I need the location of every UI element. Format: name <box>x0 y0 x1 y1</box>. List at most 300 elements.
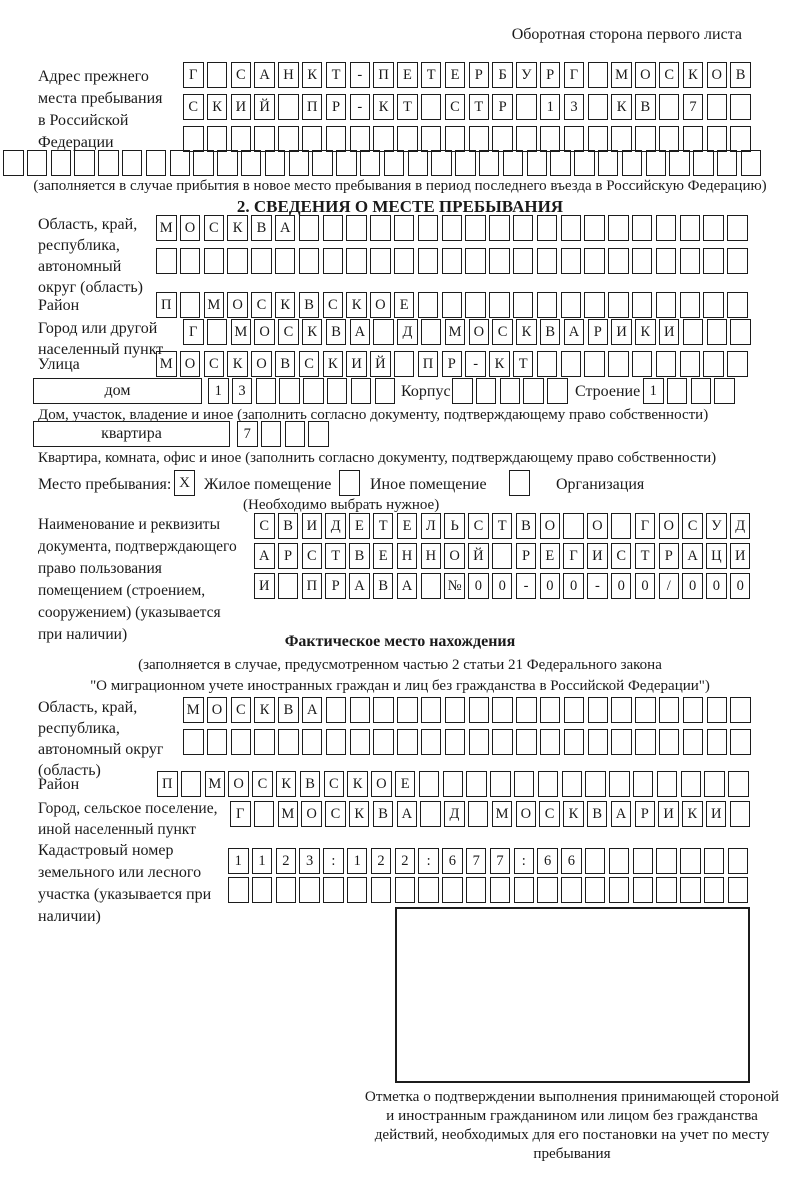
char-cell[interactable]: - <box>350 62 371 88</box>
char-cell[interactable] <box>540 729 561 755</box>
char-cell[interactable]: Р <box>659 543 680 569</box>
char-cell[interactable] <box>278 126 299 152</box>
char-cell[interactable]: С <box>492 319 513 345</box>
char-cell[interactable] <box>445 729 466 755</box>
char-cell[interactable]: - <box>516 573 537 599</box>
char-cell[interactable]: В <box>278 513 299 539</box>
char-cell[interactable]: О <box>254 319 275 345</box>
char-cell[interactable]: Е <box>395 771 416 797</box>
char-cell[interactable] <box>421 697 442 723</box>
char-cell[interactable]: С <box>468 513 489 539</box>
char-cell[interactable]: 1 <box>208 378 229 404</box>
char-cell[interactable]: С <box>251 292 272 318</box>
char-cell[interactable] <box>180 292 201 318</box>
char-cell[interactable] <box>728 877 749 903</box>
char-cell[interactable]: У <box>706 513 727 539</box>
char-cell[interactable] <box>442 248 463 274</box>
char-cell[interactable]: П <box>302 573 323 599</box>
char-cell[interactable]: Т <box>397 94 418 120</box>
char-cell[interactable] <box>469 697 490 723</box>
char-cell[interactable] <box>418 292 439 318</box>
char-cell[interactable]: С <box>204 351 225 377</box>
char-cell[interactable] <box>683 126 704 152</box>
char-cell[interactable] <box>326 729 347 755</box>
char-cell[interactable] <box>261 421 282 447</box>
char-cell[interactable] <box>537 292 558 318</box>
char-cell[interactable] <box>693 150 714 176</box>
char-cell[interactable] <box>564 697 585 723</box>
char-cell[interactable]: Н <box>421 543 442 569</box>
char-cell[interactable] <box>207 126 228 152</box>
char-cell[interactable]: И <box>706 801 727 827</box>
char-cell[interactable] <box>276 877 297 903</box>
char-cell[interactable]: И <box>658 801 679 827</box>
char-cell[interactable] <box>421 729 442 755</box>
char-cell[interactable] <box>302 126 323 152</box>
char-cell[interactable]: М <box>611 62 632 88</box>
char-cell[interactable]: С <box>324 771 345 797</box>
char-cell[interactable] <box>707 126 728 152</box>
char-cell[interactable] <box>657 771 678 797</box>
char-cell[interactable] <box>373 729 394 755</box>
char-cell[interactable]: А <box>302 697 323 723</box>
char-cell[interactable] <box>513 248 534 274</box>
char-cell[interactable]: И <box>346 351 367 377</box>
char-cell[interactable]: Р <box>516 543 537 569</box>
char-cell[interactable]: С <box>325 801 346 827</box>
char-cell[interactable]: С <box>682 513 703 539</box>
char-cell[interactable] <box>98 150 119 176</box>
char-cell[interactable]: Р <box>492 94 513 120</box>
char-cell[interactable] <box>312 150 333 176</box>
char-cell[interactable]: Т <box>635 543 656 569</box>
char-cell[interactable] <box>632 292 653 318</box>
char-cell[interactable]: А <box>611 801 632 827</box>
char-cell[interactable] <box>299 877 320 903</box>
char-cell[interactable] <box>479 150 500 176</box>
char-cell[interactable]: Т <box>469 94 490 120</box>
char-cell[interactable]: 2 <box>395 848 416 874</box>
char-cell[interactable]: : <box>514 848 535 874</box>
char-cell[interactable]: К <box>611 94 632 120</box>
char-cell[interactable] <box>443 771 464 797</box>
char-cell[interactable]: А <box>682 543 703 569</box>
char-cell[interactable]: 1 <box>347 848 368 874</box>
char-cell[interactable]: Г <box>564 62 585 88</box>
char-cell[interactable] <box>490 771 511 797</box>
char-cell[interactable] <box>347 877 368 903</box>
char-cell[interactable] <box>442 877 463 903</box>
char-cell[interactable] <box>683 319 704 345</box>
char-cell[interactable] <box>659 697 680 723</box>
char-cell[interactable] <box>537 248 558 274</box>
char-cell[interactable] <box>279 378 300 404</box>
char-cell[interactable]: В <box>516 513 537 539</box>
char-cell[interactable] <box>588 697 609 723</box>
char-cell[interactable] <box>635 126 656 152</box>
char-cell[interactable] <box>516 94 537 120</box>
char-cell[interactable] <box>308 421 329 447</box>
char-cell[interactable]: К <box>276 771 297 797</box>
char-cell[interactable] <box>550 150 571 176</box>
char-cell[interactable] <box>156 248 177 274</box>
char-cell[interactable] <box>656 248 677 274</box>
char-cell[interactable] <box>394 248 415 274</box>
char-cell[interactable] <box>562 771 583 797</box>
char-cell[interactable]: Т <box>325 543 346 569</box>
char-cell[interactable] <box>445 126 466 152</box>
char-cell[interactable]: В <box>587 801 608 827</box>
char-cell[interactable] <box>326 697 347 723</box>
char-cell[interactable]: 1 <box>228 848 249 874</box>
char-cell[interactable] <box>397 697 418 723</box>
char-cell[interactable] <box>730 94 751 120</box>
char-cell[interactable]: Р <box>325 573 346 599</box>
char-cell[interactable] <box>370 248 391 274</box>
char-cell[interactable] <box>254 729 275 755</box>
char-cell[interactable] <box>275 248 296 274</box>
char-cell[interactable] <box>468 801 489 827</box>
char-cell[interactable] <box>714 378 735 404</box>
char-cell[interactable]: Б <box>492 62 513 88</box>
char-cell[interactable]: И <box>254 573 275 599</box>
char-cell[interactable] <box>704 877 725 903</box>
char-cell[interactable] <box>633 877 654 903</box>
char-cell[interactable]: М <box>183 697 204 723</box>
char-cell[interactable] <box>730 319 751 345</box>
char-cell[interactable]: В <box>349 543 370 569</box>
char-cell[interactable] <box>681 771 702 797</box>
char-cell[interactable]: В <box>326 319 347 345</box>
char-cell[interactable]: О <box>444 543 465 569</box>
char-cell[interactable] <box>394 215 415 241</box>
char-cell[interactable]: И <box>587 543 608 569</box>
char-cell[interactable] <box>609 848 630 874</box>
char-cell[interactable] <box>394 351 415 377</box>
char-cell[interactable]: С <box>659 62 680 88</box>
char-cell[interactable] <box>537 351 558 377</box>
char-cell[interactable] <box>611 126 632 152</box>
char-cell[interactable] <box>489 248 510 274</box>
char-cell[interactable]: Д <box>325 513 346 539</box>
char-cell[interactable]: О <box>469 319 490 345</box>
char-cell[interactable]: 2 <box>276 848 297 874</box>
char-cell[interactable]: Р <box>326 94 347 120</box>
checkbox-inoe[interactable] <box>339 470 360 496</box>
char-cell[interactable] <box>632 351 653 377</box>
char-cell[interactable] <box>227 248 248 274</box>
char-cell[interactable] <box>588 729 609 755</box>
char-cell[interactable] <box>598 150 619 176</box>
char-cell[interactable] <box>574 150 595 176</box>
char-cell[interactable] <box>633 848 654 874</box>
char-cell[interactable]: 3 <box>564 94 585 120</box>
char-cell[interactable] <box>207 319 228 345</box>
char-cell[interactable]: С <box>299 351 320 377</box>
char-cell[interactable]: С <box>445 94 466 120</box>
char-cell[interactable] <box>564 729 585 755</box>
char-cell[interactable] <box>608 351 629 377</box>
char-cell[interactable] <box>669 150 690 176</box>
char-cell[interactable]: - <box>587 573 608 599</box>
char-cell[interactable] <box>204 248 225 274</box>
char-cell[interactable]: 0 <box>492 573 513 599</box>
char-cell[interactable] <box>326 126 347 152</box>
char-cell[interactable] <box>730 697 751 723</box>
char-cell[interactable]: В <box>540 319 561 345</box>
char-cell[interactable] <box>278 94 299 120</box>
char-cell[interactable]: М <box>156 215 177 241</box>
char-cell[interactable] <box>703 351 724 377</box>
house-box[interactable]: дом <box>33 378 202 404</box>
char-cell[interactable] <box>707 94 728 120</box>
char-cell[interactable] <box>538 771 559 797</box>
char-cell[interactable] <box>231 729 252 755</box>
char-cell[interactable]: С <box>302 543 323 569</box>
char-cell[interactable]: М <box>492 801 513 827</box>
char-cell[interactable]: М <box>204 292 225 318</box>
char-cell[interactable]: О <box>587 513 608 539</box>
char-cell[interactable] <box>635 697 656 723</box>
char-cell[interactable]: К <box>323 351 344 377</box>
char-cell[interactable] <box>680 848 701 874</box>
char-cell[interactable] <box>632 215 653 241</box>
char-cell[interactable]: Т <box>326 62 347 88</box>
char-cell[interactable] <box>373 697 394 723</box>
char-cell[interactable] <box>680 292 701 318</box>
char-cell[interactable]: С <box>231 697 252 723</box>
char-cell[interactable] <box>527 150 548 176</box>
char-cell[interactable]: Л <box>421 513 442 539</box>
char-cell[interactable] <box>207 729 228 755</box>
char-cell[interactable] <box>122 150 143 176</box>
char-cell[interactable] <box>466 877 487 903</box>
char-cell[interactable] <box>608 248 629 274</box>
char-cell[interactable] <box>278 573 299 599</box>
char-cell[interactable]: К <box>227 215 248 241</box>
char-cell[interactable] <box>680 877 701 903</box>
char-cell[interactable] <box>231 126 252 152</box>
char-cell[interactable]: Д <box>730 513 751 539</box>
char-cell[interactable]: 6 <box>442 848 463 874</box>
char-cell[interactable]: О <box>251 351 272 377</box>
char-cell[interactable] <box>588 94 609 120</box>
char-cell[interactable] <box>490 877 511 903</box>
char-cell[interactable] <box>336 150 357 176</box>
char-cell[interactable] <box>346 248 367 274</box>
char-cell[interactable]: 7 <box>466 848 487 874</box>
char-cell[interactable] <box>730 126 751 152</box>
char-cell[interactable] <box>302 729 323 755</box>
char-cell[interactable]: О <box>516 801 537 827</box>
char-cell[interactable]: К <box>207 94 228 120</box>
char-cell[interactable]: К <box>516 319 537 345</box>
char-cell[interactable]: 1 <box>252 848 273 874</box>
char-cell[interactable]: - <box>465 351 486 377</box>
char-cell[interactable]: Н <box>278 62 299 88</box>
char-cell[interactable]: В <box>278 697 299 723</box>
char-cell[interactable]: Р <box>540 62 561 88</box>
char-cell[interactable] <box>265 150 286 176</box>
char-cell[interactable]: 0 <box>706 573 727 599</box>
char-cell[interactable]: О <box>540 513 561 539</box>
char-cell[interactable]: 0 <box>563 573 584 599</box>
char-cell[interactable] <box>584 215 605 241</box>
char-cell[interactable] <box>727 248 748 274</box>
char-cell[interactable] <box>445 697 466 723</box>
char-cell[interactable] <box>584 292 605 318</box>
char-cell[interactable] <box>465 248 486 274</box>
char-cell[interactable] <box>360 150 381 176</box>
char-cell[interactable]: С <box>231 62 252 88</box>
char-cell[interactable]: 0 <box>730 573 751 599</box>
char-cell[interactable]: Е <box>540 543 561 569</box>
char-cell[interactable]: - <box>350 94 371 120</box>
char-cell[interactable] <box>611 729 632 755</box>
char-cell[interactable]: К <box>275 292 296 318</box>
char-cell[interactable] <box>513 215 534 241</box>
char-cell[interactable]: Д <box>444 801 465 827</box>
char-cell[interactable] <box>561 215 582 241</box>
char-cell[interactable] <box>704 848 725 874</box>
char-cell[interactable] <box>516 697 537 723</box>
char-cell[interactable] <box>489 215 510 241</box>
char-cell[interactable]: Р <box>442 351 463 377</box>
apartment-box[interactable]: квартира <box>33 421 230 447</box>
char-cell[interactable] <box>3 150 24 176</box>
char-cell[interactable] <box>513 292 534 318</box>
char-cell[interactable] <box>350 126 371 152</box>
char-cell[interactable]: С <box>611 543 632 569</box>
char-cell[interactable] <box>741 150 762 176</box>
char-cell[interactable] <box>730 729 751 755</box>
char-cell[interactable]: Р <box>278 543 299 569</box>
char-cell[interactable]: Е <box>397 62 418 88</box>
char-cell[interactable]: К <box>227 351 248 377</box>
char-cell[interactable]: 3 <box>299 848 320 874</box>
char-cell[interactable] <box>707 729 728 755</box>
char-cell[interactable]: О <box>180 215 201 241</box>
char-cell[interactable]: К <box>302 319 323 345</box>
char-cell[interactable] <box>466 771 487 797</box>
char-cell[interactable] <box>514 771 535 797</box>
char-cell[interactable] <box>635 729 656 755</box>
char-cell[interactable]: Т <box>513 351 534 377</box>
char-cell[interactable]: А <box>350 319 371 345</box>
char-cell[interactable]: С <box>539 801 560 827</box>
char-cell[interactable] <box>346 215 367 241</box>
char-cell[interactable] <box>207 62 228 88</box>
char-cell[interactable] <box>704 771 725 797</box>
char-cell[interactable] <box>256 378 277 404</box>
char-cell[interactable] <box>421 94 442 120</box>
char-cell[interactable] <box>656 848 677 874</box>
char-cell[interactable] <box>540 697 561 723</box>
char-cell[interactable]: 6 <box>561 848 582 874</box>
char-cell[interactable]: А <box>397 801 418 827</box>
char-cell[interactable]: В <box>373 573 394 599</box>
char-cell[interactable] <box>323 248 344 274</box>
char-cell[interactable]: О <box>659 513 680 539</box>
char-cell[interactable] <box>659 126 680 152</box>
char-cell[interactable] <box>492 729 513 755</box>
char-cell[interactable] <box>251 248 272 274</box>
char-cell[interactable] <box>375 378 396 404</box>
char-cell[interactable]: П <box>157 771 178 797</box>
char-cell[interactable] <box>323 877 344 903</box>
char-cell[interactable]: К <box>489 351 510 377</box>
char-cell[interactable] <box>584 351 605 377</box>
char-cell[interactable] <box>728 771 749 797</box>
char-cell[interactable]: У <box>516 62 537 88</box>
char-cell[interactable] <box>431 150 452 176</box>
char-cell[interactable]: С <box>252 771 273 797</box>
char-cell[interactable]: 6 <box>537 848 558 874</box>
char-cell[interactable] <box>373 319 394 345</box>
char-cell[interactable]: К <box>346 292 367 318</box>
char-cell[interactable]: № <box>444 573 465 599</box>
char-cell[interactable] <box>442 215 463 241</box>
char-cell[interactable] <box>254 126 275 152</box>
char-cell[interactable]: : <box>418 848 439 874</box>
char-cell[interactable] <box>421 126 442 152</box>
char-cell[interactable] <box>503 150 524 176</box>
char-cell[interactable] <box>455 150 476 176</box>
char-cell[interactable] <box>228 877 249 903</box>
char-cell[interactable] <box>170 150 191 176</box>
char-cell[interactable] <box>611 697 632 723</box>
char-cell[interactable] <box>537 877 558 903</box>
char-cell[interactable] <box>659 729 680 755</box>
char-cell[interactable]: Г <box>183 319 204 345</box>
char-cell[interactable] <box>611 513 632 539</box>
char-cell[interactable] <box>384 150 405 176</box>
char-cell[interactable]: Т <box>373 513 394 539</box>
char-cell[interactable]: 0 <box>611 573 632 599</box>
char-cell[interactable]: М <box>205 771 226 797</box>
char-cell[interactable] <box>516 126 537 152</box>
char-cell[interactable] <box>680 248 701 274</box>
char-cell[interactable] <box>254 801 275 827</box>
char-cell[interactable] <box>418 877 439 903</box>
char-cell[interactable] <box>469 729 490 755</box>
char-cell[interactable] <box>327 378 348 404</box>
char-cell[interactable]: В <box>300 771 321 797</box>
char-cell[interactable] <box>351 378 372 404</box>
char-cell[interactable] <box>181 771 202 797</box>
char-cell[interactable]: О <box>635 62 656 88</box>
char-cell[interactable] <box>585 848 606 874</box>
char-cell[interactable] <box>547 378 568 404</box>
char-cell[interactable]: Е <box>373 543 394 569</box>
char-cell[interactable] <box>397 729 418 755</box>
char-cell[interactable] <box>540 126 561 152</box>
char-cell[interactable] <box>608 215 629 241</box>
char-cell[interactable]: О <box>207 697 228 723</box>
char-cell[interactable]: Д <box>397 319 418 345</box>
char-cell[interactable] <box>303 378 324 404</box>
char-cell[interactable] <box>500 378 521 404</box>
char-cell[interactable]: 0 <box>468 573 489 599</box>
char-cell[interactable] <box>703 215 724 241</box>
char-cell[interactable] <box>707 319 728 345</box>
char-cell[interactable] <box>561 351 582 377</box>
char-cell[interactable] <box>707 697 728 723</box>
char-cell[interactable] <box>492 126 513 152</box>
char-cell[interactable]: 2 <box>371 848 392 874</box>
char-cell[interactable]: П <box>373 62 394 88</box>
char-cell[interactable] <box>299 215 320 241</box>
